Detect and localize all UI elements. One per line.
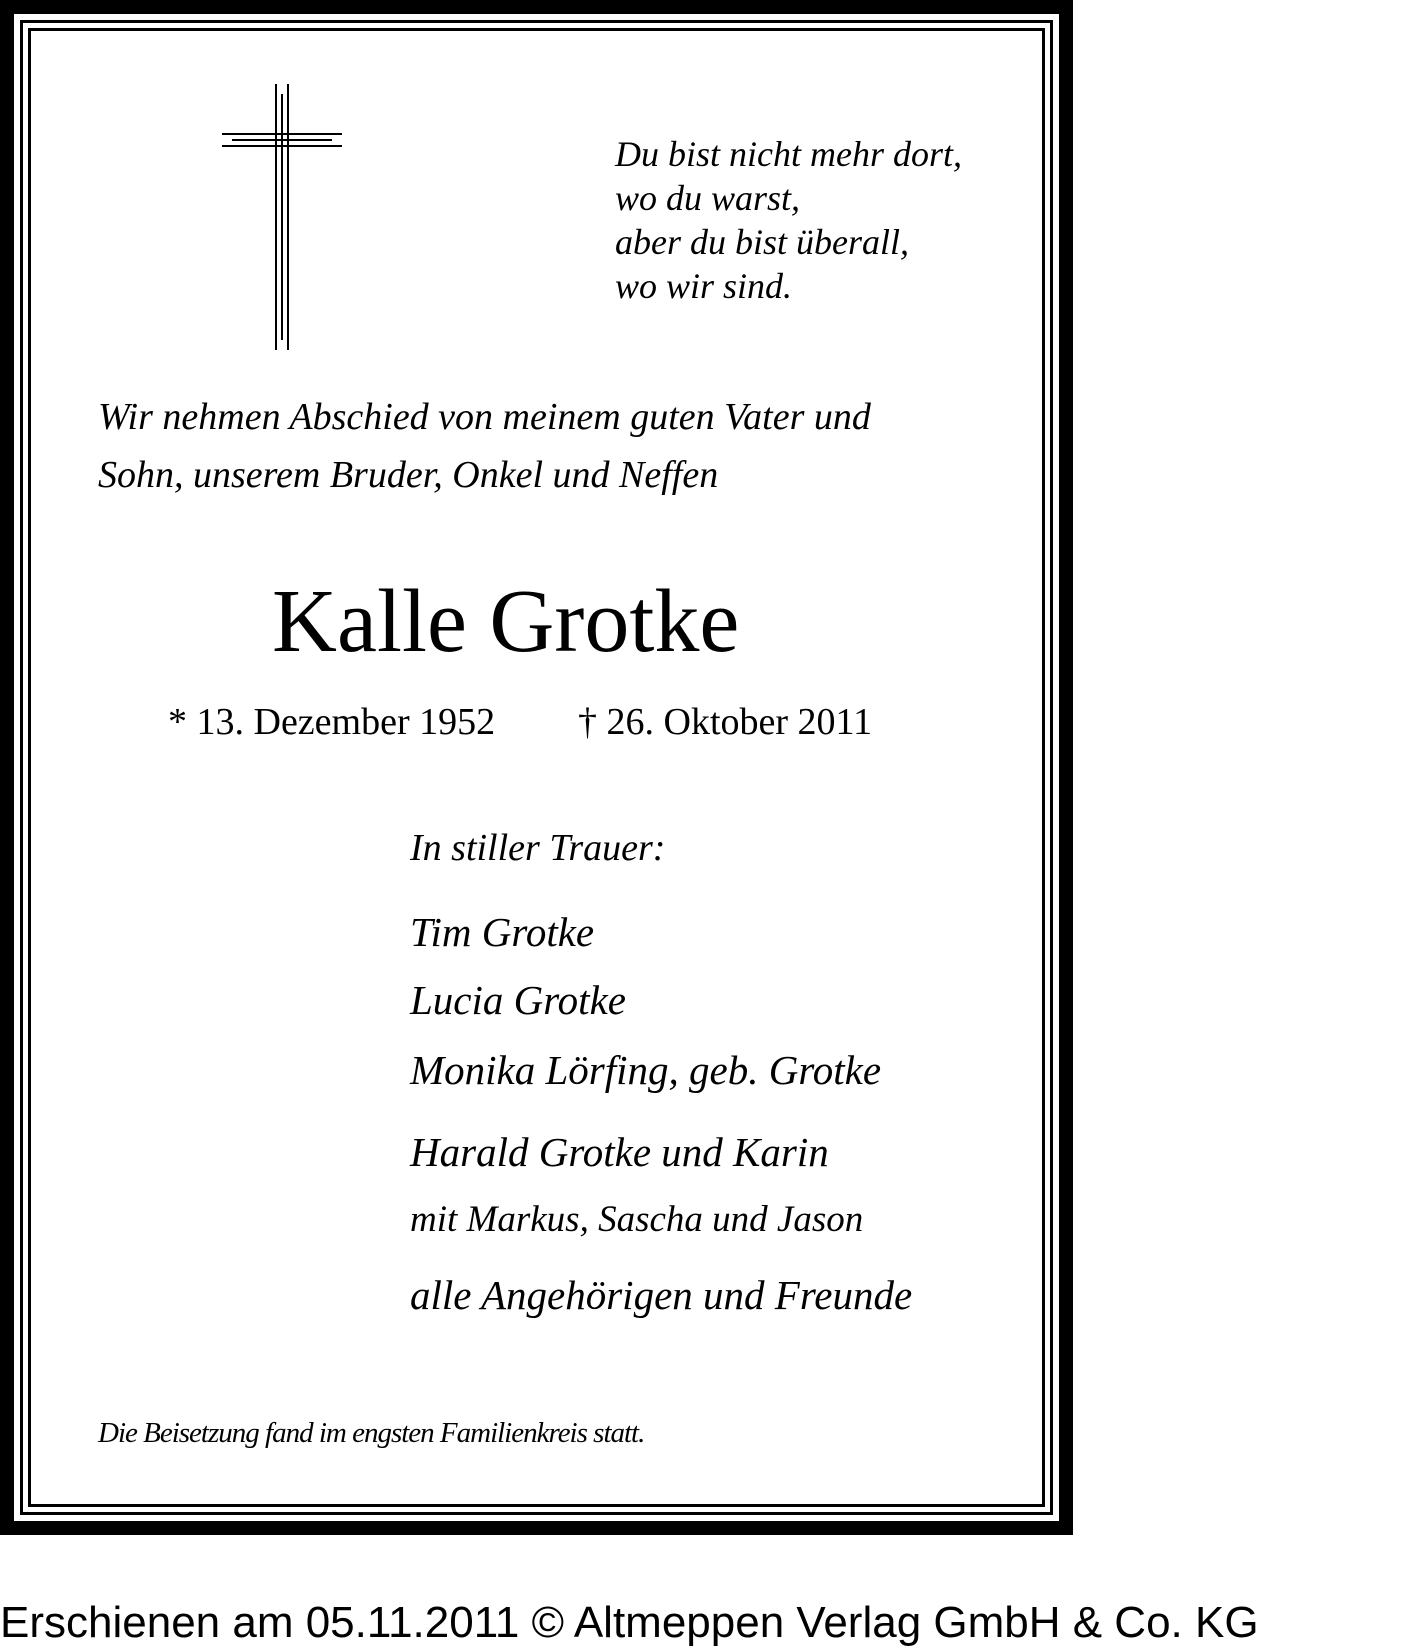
mourner-name: Monika Lörfing, geb. Grotke [410,1047,882,1093]
intro-text [98,388,871,504]
poem-line: wo du warst, [615,178,801,218]
mourners-title: In stiller Trauer: [410,827,666,869]
poem-line: wo wir sind. [615,266,793,306]
burial-note: Die Beisetzung fand im engsten Familienkreis statt. [98,1417,645,1449]
mourner-others: alle Angehörigen und Freunde [410,1272,913,1318]
death-date: † 26. Oktober 2011 [578,701,873,743]
intro-line: Sohn, unserem Bruder, Onkel und Neffen [98,454,719,496]
publication-footer: Erschienen am 05.11.2011 © Altmeppen Verlag GmbH & Co. KG [0,1598,1259,1647]
mourner-name: Harald Grotke und Karin [410,1129,829,1175]
mourner-name: Tim Grotke [410,909,595,955]
intro-line: Wir nehmen Abschied von meinem guten Vater und [98,396,871,438]
mourner-children: mit Markus, Sascha und Jason [410,1199,864,1240]
poem-line: aber du bist überall, [615,222,909,262]
mourner-name: Lucia Grotke [410,977,626,1023]
poem-line: Du bist nicht mehr dort, [615,134,962,174]
cross-icon [222,84,342,350]
poem [615,132,962,308]
deceased-name: Kalle Grotke [272,572,740,671]
birth-date: * 13. Dezember 1952 [168,701,496,743]
